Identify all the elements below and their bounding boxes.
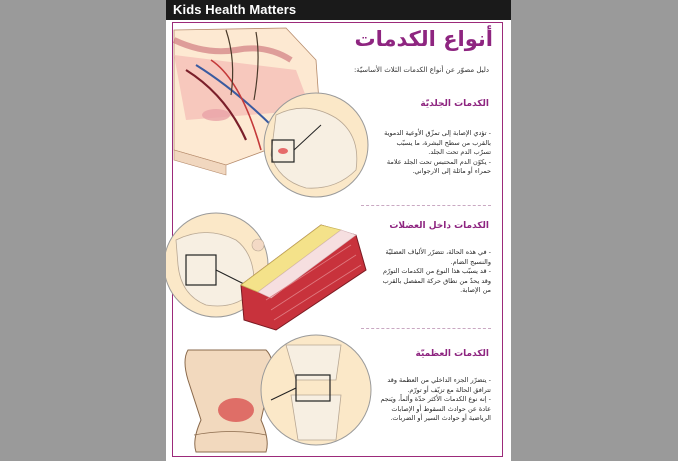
section-divider	[361, 205, 491, 206]
knee-skin-illustration	[264, 93, 368, 197]
bullet-text: - تؤدي الإصابة إلى تمزّق الأوعية الدموية بالقرب من سطح البشرة، ما يسبّب تسرّب الدم تحت الجلد.	[384, 129, 491, 157]
bone-illustration	[185, 350, 272, 452]
page-subtitle: دليل مصوّر عن أنواع الكدمات الثلاث الأساسيّة:	[353, 66, 489, 74]
bullet-text: - قد يسبّب هذا النوع من الكدمات التورّم وقد يحدّ من نطاق حركة المفصل بالقرب من الإصابة.	[382, 267, 491, 295]
section-bullets-bone	[379, 376, 491, 424]
section-bullets-muscle	[379, 248, 491, 296]
section-divider	[361, 328, 491, 329]
section-bullets-skin	[379, 129, 491, 177]
section-title-bone: الكدمات العظميّة	[415, 349, 489, 359]
page-title: أنواع الكدمات	[354, 27, 493, 51]
article-page	[166, 0, 511, 461]
bullet-text: - يتضرّر الجزء الداخلي من العظمة وقد تترافق الحالة مع تزيّف أو تورّم.	[387, 376, 491, 394]
knee-joint-illustration	[261, 335, 371, 445]
bullet-text: - يكوّن الدم المحتبس تحت الجلد علامة حمراء أو مائلة إلى الارجواني.	[386, 157, 491, 176]
section-title-skin: الكدمات الجلديّة	[420, 99, 489, 109]
section-title-muscle: الكدمات داخل العضلات	[389, 221, 489, 231]
brand-title: Kids Health Matters	[173, 2, 297, 17]
bullet-text: - إنه نوع الكدمات الأكثر حدّة وألماً، ويَنجم عادة عن حوادث السقوط أو الإصابات الرياضية أو حوادث السير أو الضربات.	[380, 395, 491, 423]
bullet-text: - في هذه الحالة، تتضرّر الألياف العضليّة والنسيج الضام.	[385, 248, 491, 266]
